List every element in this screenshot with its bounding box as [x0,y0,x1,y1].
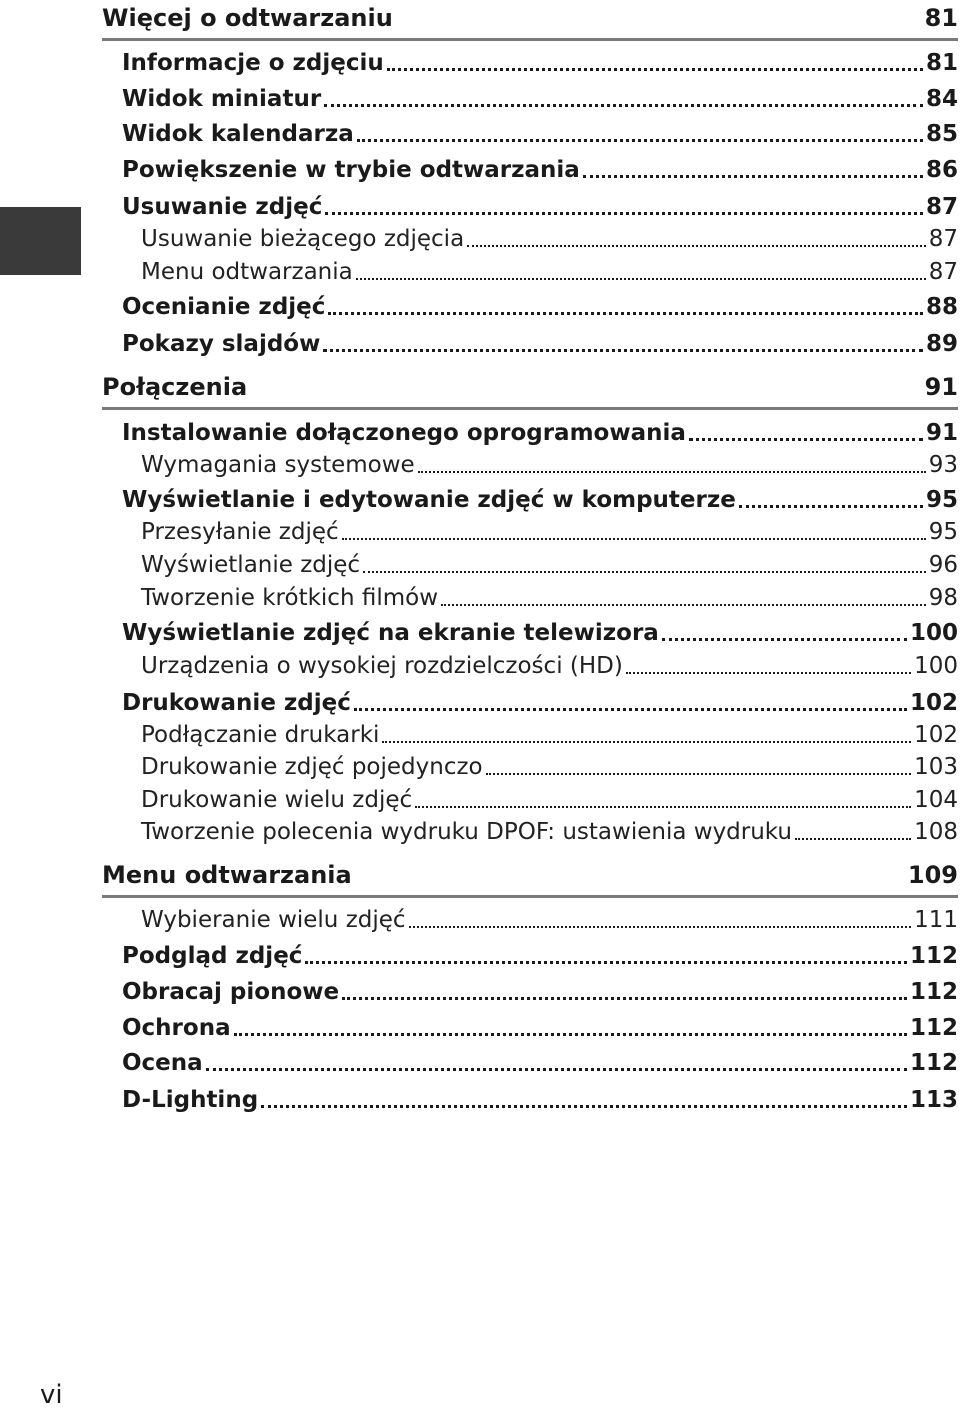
entry-page: 112 [909,943,958,969]
entry-label: Drukowanie wielu zdjęć [141,787,413,813]
dot-leader [418,471,926,473]
toc-entry[interactable] [102,483,958,513]
entry-page: 112 [909,979,958,1005]
toc-entry[interactable] [102,416,958,446]
entry-label: Podgląd zdjęć [122,943,303,969]
entry-page: 87 [928,226,958,252]
entry-label: Drukowanie zdjęć [122,690,351,716]
toc-entry[interactable] [102,750,958,780]
entry-page: 111 [914,907,958,933]
toc-entry[interactable] [102,616,958,646]
toc-entry[interactable] [102,1011,958,1041]
entry-page: 81 [925,50,958,76]
toc-entry[interactable] [102,975,958,1005]
entry-label: Widok miniatur [122,86,322,112]
entry-page: 87 [925,194,958,220]
section-heading [102,0,958,32]
entry-page: 93 [928,452,958,478]
entry-label: Usuwanie zdjęć [122,194,323,220]
dot-leader [206,1068,907,1071]
dot-leader [356,278,926,280]
entry-page: 95 [928,519,958,545]
entry-label: Informacje o zdjęciu [122,50,384,76]
entry-page: 102 [909,690,958,716]
dot-leader [689,438,923,441]
entry-label: Wybieranie wielu zdjęć [141,907,406,933]
dot-leader [795,838,911,840]
entry-label: Pokazy slajdów [122,331,321,357]
dot-leader [441,604,926,606]
dot-leader [626,672,911,674]
entry-label: Instalowanie dołączonego oprogramowania [122,420,686,446]
dot-leader [323,349,923,352]
toc-entry[interactable] [102,783,958,813]
section-rule [102,38,958,41]
dot-leader [363,571,926,573]
entry-page: 113 [909,1087,958,1113]
section-page: 109 [907,861,958,889]
entry-page: 100 [914,653,958,679]
entry-page: 100 [909,620,958,646]
entry-label: Wymagania systemowe [141,452,415,478]
entry-page: 112 [909,1050,958,1076]
entry-label: Usuwanie bieżącego zdjęcia [141,226,465,252]
toc-entry[interactable] [102,448,958,478]
entry-label: D-Lighting [122,1087,259,1113]
entry-label: Podłączanie drukarki [141,722,380,748]
toc-entry[interactable] [102,686,958,716]
entry-page: 91 [925,420,958,446]
entry-label: Drukowanie zdjęć pojedynczo [141,754,483,780]
entry-page: 108 [914,819,958,845]
dot-leader [387,68,923,71]
toc-entry[interactable] [102,255,958,285]
entry-page: 86 [925,157,958,183]
entry-label: Tworzenie polecenia wydruku DPOF: ustawienia wydruku [141,819,792,845]
entry-label: Obracaj pionowe [122,979,340,1005]
entry-page: 89 [925,331,958,357]
entry-label: Urządzenia o wysokiej rozdzielczości (HD) [141,653,623,679]
toc-entry[interactable] [102,515,958,545]
entry-page: 103 [914,754,958,780]
entry-page: 95 [925,487,958,513]
section-title: Więcej o odtwarzaniu [102,4,393,32]
entry-label: Przesyłanie zdjęć [141,519,339,545]
dot-leader [354,708,907,711]
toc-entry[interactable] [102,290,958,320]
toc-entry[interactable] [102,649,958,679]
section-rule [102,895,958,898]
chapter-tab [0,207,81,275]
section-title: Połączenia [102,373,248,401]
toc-entry[interactable] [102,46,958,76]
entry-label: Wyświetlanie zdjęć [141,552,361,578]
toc-entry[interactable] [102,222,958,252]
dot-leader [583,175,923,178]
dot-leader [662,638,907,641]
entry-page: 88 [925,294,958,320]
section-heading [102,369,958,401]
toc-entry[interactable] [102,903,958,933]
toc-entry[interactable] [102,327,958,357]
entry-page: 112 [909,1015,958,1041]
entry-page: 87 [928,259,958,285]
entry-page: 84 [925,86,958,112]
dot-leader [342,538,926,540]
entry-page: 104 [914,787,958,813]
entry-page: 102 [914,722,958,748]
entry-page: 96 [928,552,958,578]
dot-leader [261,1105,907,1108]
dot-leader [739,505,923,508]
dot-leader [409,926,912,928]
dot-leader [234,1033,907,1036]
section-page: 91 [924,373,958,401]
entry-page: 85 [925,121,958,147]
section-page: 81 [924,4,958,32]
entry-label: Wyświetlanie i edytowanie zdjęć w komputerze [122,487,736,513]
entry-label: Menu odtwarzania [141,259,353,285]
toc-entry[interactable] [102,1083,958,1113]
page-number: vi [40,1380,63,1410]
toc-entry[interactable] [102,1046,958,1076]
entry-label: Tworzenie krótkich filmów [141,585,439,611]
dot-leader [357,139,923,142]
entry-label: Ocena [122,1050,203,1076]
dot-leader [328,312,923,315]
toc-entry[interactable] [102,718,958,748]
section-title: Menu odtwarzania [102,861,352,889]
dot-leader [305,961,907,964]
entry-label: Widok kalendarza [122,121,354,147]
entry-label: Wyświetlanie zdjęć na ekranie telewizora [122,620,659,646]
dot-leader [324,104,923,107]
entry-label: Powiększenie w trybie odtwarzania [122,157,580,183]
toc-entry[interactable] [102,82,958,112]
section-rule [102,407,958,410]
dot-leader [325,212,923,215]
dot-leader [342,997,907,1000]
dot-leader [467,245,926,247]
toc-entry[interactable] [102,117,958,147]
entry-label: Ochrona [122,1015,231,1041]
entry-page: 98 [928,585,958,611]
toc-entry[interactable] [102,548,958,578]
toc-entry[interactable] [102,153,958,183]
toc-entry[interactable] [102,581,958,611]
toc-entry[interactable] [102,815,958,845]
dot-leader [486,773,911,775]
section-heading [102,857,958,889]
toc-entry[interactable] [102,939,958,969]
dot-leader [415,806,911,808]
dot-leader [382,741,911,743]
toc-entry[interactable] [102,190,958,220]
entry-label: Ocenianie zdjęć [122,294,326,320]
